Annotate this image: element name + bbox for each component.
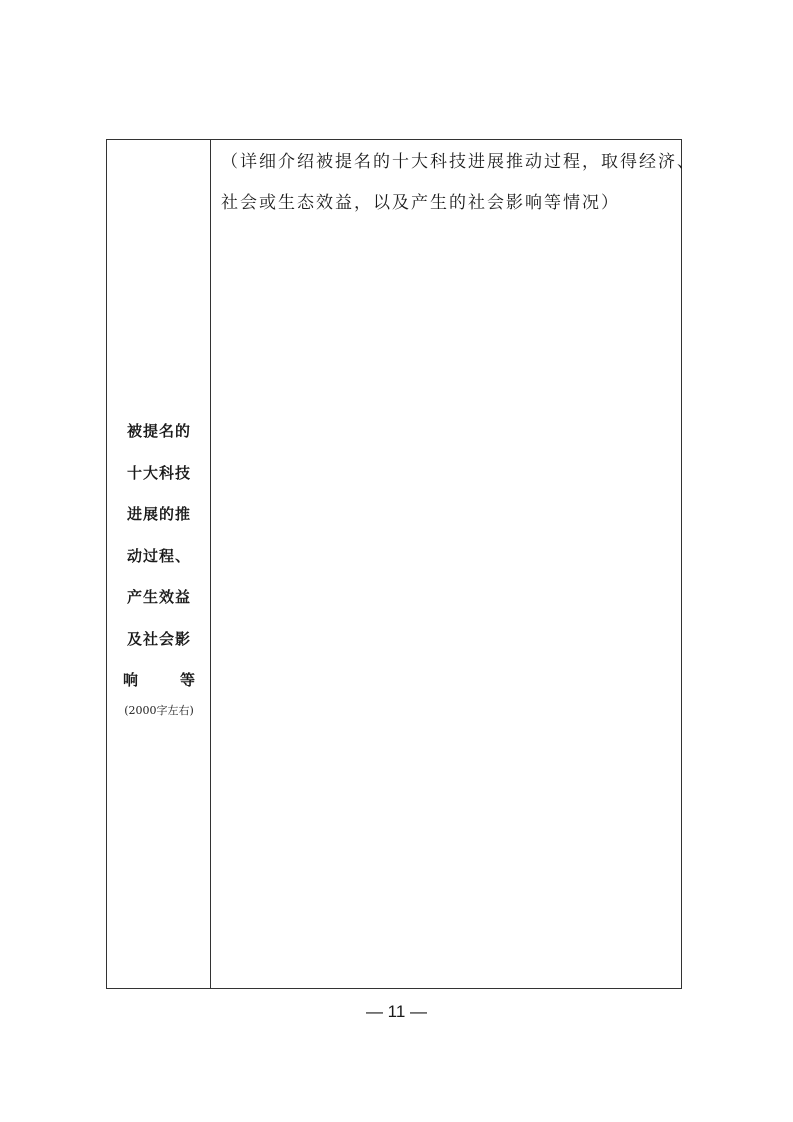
field-label-line: 十大科技 bbox=[126, 464, 191, 482]
instruction-text-line: 社会或生态效益，以及产生的社会影响等情况） bbox=[221, 193, 620, 213]
field-label-char: 响 bbox=[123, 671, 139, 689]
field-label-cell bbox=[107, 140, 211, 988]
field-label-line-spread bbox=[123, 670, 195, 690]
field-label-line: 被提名的 bbox=[126, 422, 191, 440]
form-table bbox=[106, 139, 696, 989]
instruction-text-line: （详细介绍被提名的十大科技进展推动过程，取得经济、 bbox=[221, 152, 696, 172]
field-label-char: 等 bbox=[179, 671, 195, 689]
field-label-line: 进展的推 bbox=[126, 505, 191, 523]
field-label-line: 及社会影 bbox=[126, 630, 191, 648]
description-input-area[interactable] bbox=[211, 140, 696, 988]
field-label-line: 动过程、 bbox=[126, 547, 191, 565]
field-length-note: (2000字左右) bbox=[124, 704, 194, 717]
field-label-line: 产生效益 bbox=[126, 588, 191, 606]
page-number: — 11 — bbox=[365, 1002, 428, 1021]
